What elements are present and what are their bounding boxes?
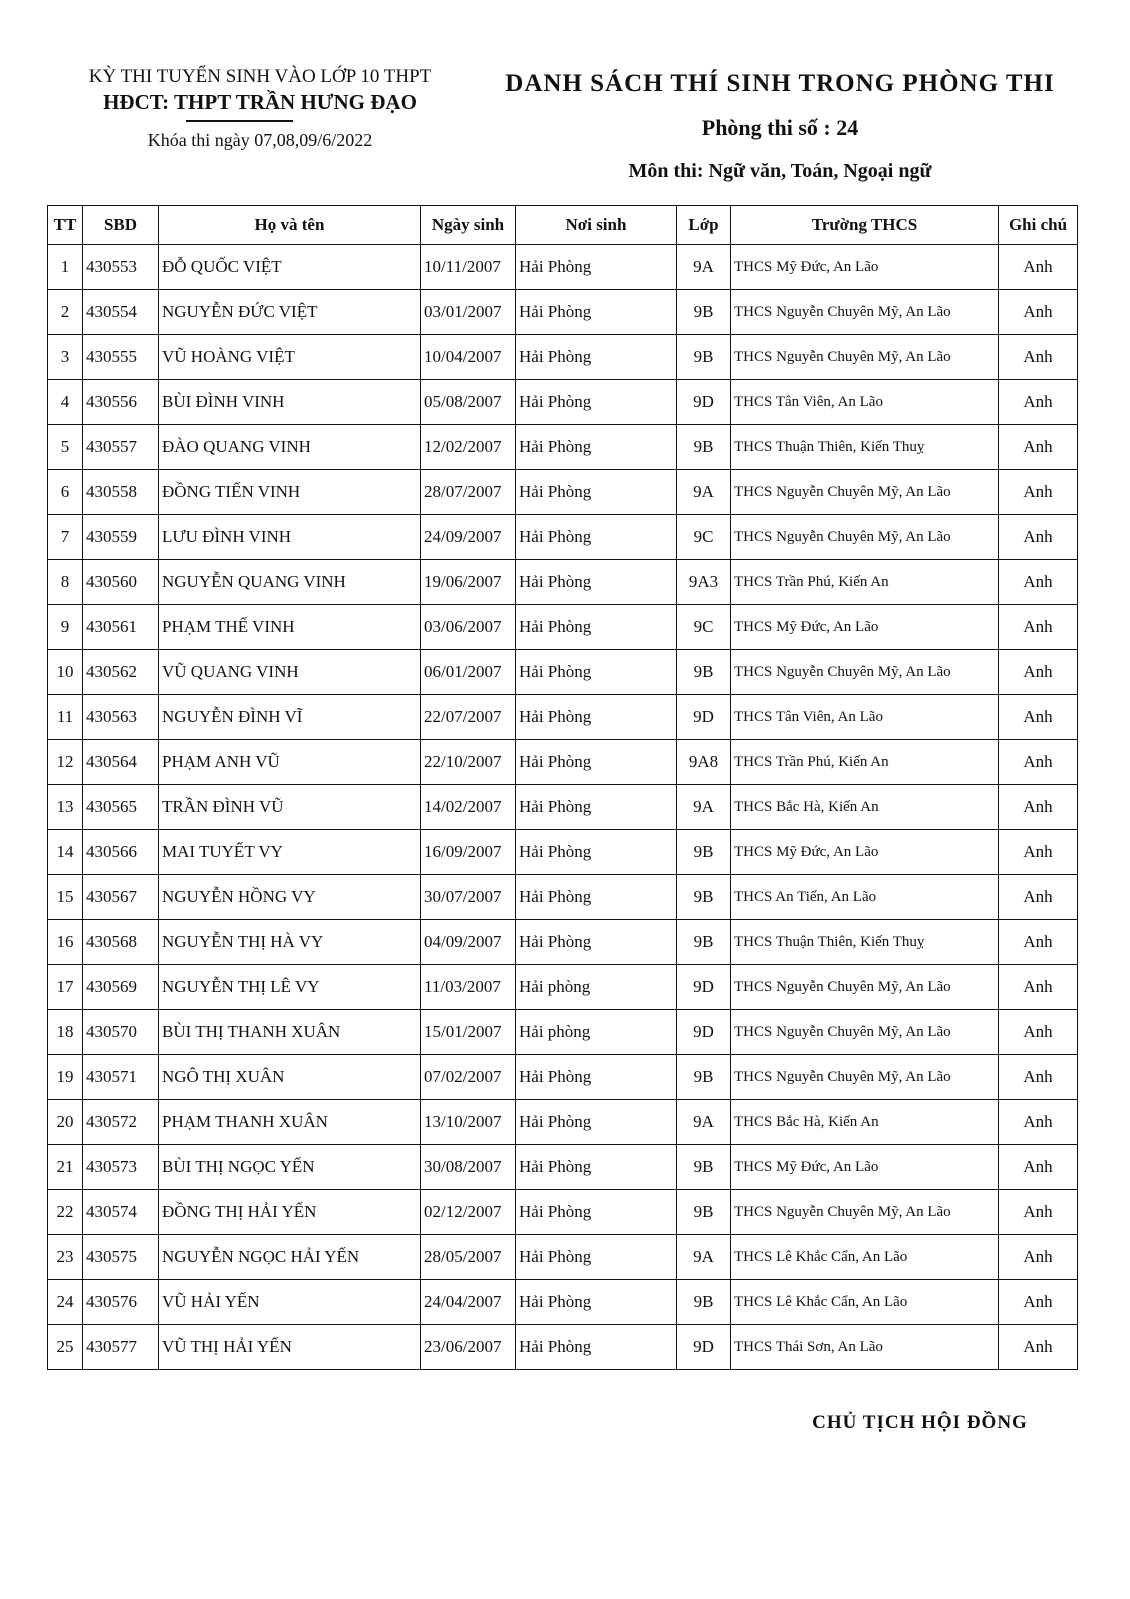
- col-tt-cell: 3: [48, 335, 83, 380]
- col-sbd-cell: 430562: [83, 650, 159, 695]
- col-dob-cell: 10/11/2007: [421, 245, 516, 290]
- col-dob-cell: 11/03/2007: [421, 965, 516, 1010]
- council-name: HĐCT: THPT TRẦN HƯNG ĐẠO: [103, 90, 417, 114]
- col-birthplace-cell: Hải Phòng: [516, 245, 677, 290]
- col-note-cell: Anh: [999, 920, 1078, 965]
- col-dob-cell: 12/02/2007: [421, 425, 516, 470]
- table-row: [48, 290, 1078, 335]
- col-note-cell: Anh: [999, 245, 1078, 290]
- col-note-cell: Anh: [999, 1010, 1078, 1055]
- col-school-cell: THCS Thuận Thiên, Kiến Thuỵ: [731, 920, 999, 965]
- col-note-cell: Anh: [999, 1280, 1078, 1325]
- divider: [186, 120, 293, 122]
- col-tt-cell: 21: [48, 1145, 83, 1190]
- table-row: [48, 695, 1078, 740]
- col-tt-cell: 25: [48, 1325, 83, 1370]
- col-sbd-cell: 430574: [83, 1190, 159, 1235]
- col-name-cell: VŨ THỊ HẢI YẾN: [159, 1325, 421, 1370]
- table-row: [48, 650, 1078, 695]
- col-tt-cell: 4: [48, 380, 83, 425]
- col-name-cell: ĐÀO QUANG VINH: [159, 425, 421, 470]
- col-dob-cell: 24/04/2007: [421, 1280, 516, 1325]
- table-row: [48, 425, 1078, 470]
- col-dob-cell: 23/06/2007: [421, 1325, 516, 1370]
- col-school-cell: THCS Nguyễn Chuyên Mỹ, An Lão: [731, 650, 999, 695]
- col-birthplace-cell: Hải Phòng: [516, 380, 677, 425]
- col-sbd-cell: 430572: [83, 1100, 159, 1145]
- col-class-cell: 9D: [677, 1325, 731, 1370]
- col-sbd-cell: 430568: [83, 920, 159, 965]
- table-row: [48, 920, 1078, 965]
- col-sbd-cell: 430556: [83, 380, 159, 425]
- col-school-cell: THCS Nguyễn Chuyên Mỹ, An Lão: [731, 1190, 999, 1235]
- col-class-cell: 9B: [677, 830, 731, 875]
- col-sbd-cell: 430561: [83, 605, 159, 650]
- subjects: Môn thi: Ngữ văn, Toán, Ngoại ngữ: [628, 160, 932, 182]
- col-sbd-cell: 430576: [83, 1280, 159, 1325]
- col-tt-cell: 12: [48, 740, 83, 785]
- col-class-cell: 9D: [677, 965, 731, 1010]
- col-school-cell: THCS Mỹ Đức, An Lão: [731, 1145, 999, 1190]
- col-name-cell: NGUYỄN HỒNG VY: [159, 875, 421, 920]
- col-tt-cell: 10: [48, 650, 83, 695]
- col-dob-cell: 19/06/2007: [421, 560, 516, 605]
- col-class-cell: 9A8: [677, 740, 731, 785]
- table-row: [48, 380, 1078, 425]
- table-row: [48, 1280, 1078, 1325]
- table-row: [48, 875, 1078, 920]
- col-note-cell: Anh: [999, 1325, 1078, 1370]
- col-class-cell: 9D: [677, 695, 731, 740]
- table-header: [48, 206, 1078, 245]
- col-name-cell: NGUYỄN THỊ HÀ VY: [159, 920, 421, 965]
- col-name-cell: PHẠM THANH XUÂN: [159, 1100, 421, 1145]
- col-name-cell: NGUYỄN ĐỨC VIỆT: [159, 290, 421, 335]
- col-name-cell: LƯU ĐÌNH VINH: [159, 515, 421, 560]
- col-school-cell: THCS Nguyễn Chuyên Mỹ, An Lão: [731, 515, 999, 560]
- col-dob-cell: 04/09/2007: [421, 920, 516, 965]
- col-class-cell: 9C: [677, 515, 731, 560]
- col-class-cell: 9A: [677, 470, 731, 515]
- col-name-cell: VŨ HẢI YẾN: [159, 1280, 421, 1325]
- col-school-cell: THCS Bắc Hà, Kiến An: [731, 1100, 999, 1145]
- col-school-cell: THCS Lê Khắc Cẩn, An Lão: [731, 1235, 999, 1280]
- col-note-cell: Anh: [999, 695, 1078, 740]
- col-sbd-cell: 430563: [83, 695, 159, 740]
- col-class-cell: 9B: [677, 875, 731, 920]
- col-class-cell: 9A: [677, 785, 731, 830]
- col-tt-cell: 16: [48, 920, 83, 965]
- col-name-cell: BÙI THỊ NGỌC YẾN: [159, 1145, 421, 1190]
- col-sbd-cell: 430575: [83, 1235, 159, 1280]
- col-birthplace-cell: Hải Phòng: [516, 515, 677, 560]
- col-dob-cell: 13/10/2007: [421, 1100, 516, 1145]
- table-row: [48, 830, 1078, 875]
- col-tt-cell: 1: [48, 245, 83, 290]
- table-row: [48, 605, 1078, 650]
- col-dob-cell: 30/08/2007: [421, 1145, 516, 1190]
- col-school-cell: THCS Thuận Thiên, Kiến Thuỵ: [731, 425, 999, 470]
- col-sbd-cell: 430569: [83, 965, 159, 1010]
- col-school-cell: THCS Lê Khắc Cẩn, An Lão: [731, 1280, 999, 1325]
- col-name-cell: BÙI ĐÌNH VINH: [159, 380, 421, 425]
- col-tt-cell: 13: [48, 785, 83, 830]
- col-note-cell: Anh: [999, 965, 1078, 1010]
- signature-title: CHỦ TỊCH HỘI ĐỒNG: [812, 1412, 1028, 1433]
- col-dob-cell: 03/01/2007: [421, 290, 516, 335]
- exam-dates: Khóa thi ngày 07,08,09/6/2022: [147, 130, 373, 150]
- col-sbd-cell: 430571: [83, 1055, 159, 1100]
- col-name-cell: ĐỒNG TIẾN VINH: [159, 470, 421, 515]
- col-note-cell: Anh: [999, 515, 1078, 560]
- col-birthplace-cell: Hải Phòng: [516, 830, 677, 875]
- col-sbd-cell: 430557: [83, 425, 159, 470]
- col-note-cell: Anh: [999, 1055, 1078, 1100]
- col-class-cell: 9B: [677, 335, 731, 380]
- header-col-class: Lớp: [677, 206, 731, 245]
- col-school-cell: THCS Nguyễn Chuyên Mỹ, An Lão: [731, 335, 999, 380]
- col-name-cell: NGUYỄN QUANG VINH: [159, 560, 421, 605]
- col-sbd-cell: 430554: [83, 290, 159, 335]
- col-note-cell: Anh: [999, 875, 1078, 920]
- col-birthplace-cell: Hải Phòng: [516, 920, 677, 965]
- col-class-cell: 9D: [677, 1010, 731, 1055]
- col-dob-cell: 22/07/2007: [421, 695, 516, 740]
- col-tt-cell: 22: [48, 1190, 83, 1235]
- col-sbd-cell: 430564: [83, 740, 159, 785]
- col-birthplace-cell: Hải Phòng: [516, 335, 677, 380]
- col-birthplace-cell: Hải Phòng: [516, 1325, 677, 1370]
- col-dob-cell: 24/09/2007: [421, 515, 516, 560]
- col-birthplace-cell: Hải Phòng: [516, 1190, 677, 1235]
- table-row: [48, 1055, 1078, 1100]
- col-sbd-cell: 430577: [83, 1325, 159, 1370]
- room-number: Phòng thi số : 24: [701, 115, 859, 140]
- col-sbd-cell: 430570: [83, 1010, 159, 1055]
- col-dob-cell: 07/02/2007: [421, 1055, 516, 1100]
- col-birthplace-cell: Hải phòng: [516, 965, 677, 1010]
- col-note-cell: Anh: [999, 560, 1078, 605]
- col-name-cell: VŨ QUANG VINH: [159, 650, 421, 695]
- col-note-cell: Anh: [999, 290, 1078, 335]
- col-name-cell: MAI TUYẾT VY: [159, 830, 421, 875]
- col-class-cell: 9B: [677, 1280, 731, 1325]
- col-sbd-cell: 430566: [83, 830, 159, 875]
- col-name-cell: NGUYỄN THỊ LÊ VY: [159, 965, 421, 1010]
- col-birthplace-cell: Hải Phòng: [516, 875, 677, 920]
- col-class-cell: 9A: [677, 245, 731, 290]
- col-tt-cell: 9: [48, 605, 83, 650]
- table-row: [48, 470, 1078, 515]
- col-name-cell: VŨ HOÀNG VIỆT: [159, 335, 421, 380]
- col-tt-cell: 19: [48, 1055, 83, 1100]
- col-school-cell: THCS Nguyễn Chuyên Mỹ, An Lão: [731, 1010, 999, 1055]
- col-note-cell: Anh: [999, 605, 1078, 650]
- col-class-cell: 9B: [677, 290, 731, 335]
- col-school-cell: THCS Thái Sơn, An Lão: [731, 1325, 999, 1370]
- col-birthplace-cell: Hải Phòng: [516, 470, 677, 515]
- col-note-cell: Anh: [999, 425, 1078, 470]
- table-row: [48, 245, 1078, 290]
- col-school-cell: THCS Nguyễn Chuyên Mỹ, An Lão: [731, 290, 999, 335]
- col-dob-cell: 03/06/2007: [421, 605, 516, 650]
- col-school-cell: THCS Tân Viên, An Lão: [731, 695, 999, 740]
- col-birthplace-cell: Hải Phòng: [516, 605, 677, 650]
- col-class-cell: 9B: [677, 1190, 731, 1235]
- col-birthplace-cell: Hải Phòng: [516, 560, 677, 605]
- candidate-table: [47, 205, 1078, 1370]
- col-school-cell: THCS Nguyễn Chuyên Mỹ, An Lão: [731, 470, 999, 515]
- col-class-cell: 9C: [677, 605, 731, 650]
- col-name-cell: TRẦN ĐÌNH VŨ: [159, 785, 421, 830]
- col-sbd-cell: 430558: [83, 470, 159, 515]
- col-birthplace-cell: Hải Phòng: [516, 695, 677, 740]
- col-school-cell: THCS Mỹ Đức, An Lão: [731, 830, 999, 875]
- col-birthplace-cell: Hải Phòng: [516, 1235, 677, 1280]
- table-row: [48, 1145, 1078, 1190]
- table-row: [48, 1190, 1078, 1235]
- col-dob-cell: 05/08/2007: [421, 380, 516, 425]
- col-sbd-cell: 430555: [83, 335, 159, 380]
- col-school-cell: THCS Trần Phú, Kiến An: [731, 560, 999, 605]
- col-note-cell: Anh: [999, 785, 1078, 830]
- header-col-note: Ghi chú: [999, 206, 1078, 245]
- col-sbd-cell: 430567: [83, 875, 159, 920]
- col-birthplace-cell: Hải Phòng: [516, 785, 677, 830]
- col-class-cell: 9A: [677, 1100, 731, 1145]
- col-tt-cell: 11: [48, 695, 83, 740]
- col-birthplace-cell: Hải Phòng: [516, 1100, 677, 1145]
- col-tt-cell: 20: [48, 1100, 83, 1145]
- col-birthplace-cell: Hải Phòng: [516, 1280, 677, 1325]
- col-dob-cell: 22/10/2007: [421, 740, 516, 785]
- col-sbd-cell: 430573: [83, 1145, 159, 1190]
- table-row: [48, 1325, 1078, 1370]
- col-note-cell: Anh: [999, 650, 1078, 695]
- col-name-cell: ĐỒNG THỊ HẢI YẾN: [159, 1190, 421, 1235]
- table-row: [48, 335, 1078, 380]
- header-col-dob: Ngày sinh: [421, 206, 516, 245]
- col-name-cell: PHẠM ANH VŨ: [159, 740, 421, 785]
- col-school-cell: THCS Bắc Hà, Kiến An: [731, 785, 999, 830]
- col-tt-cell: 2: [48, 290, 83, 335]
- col-school-cell: THCS Nguyễn Chuyên Mỹ, An Lão: [731, 965, 999, 1010]
- col-dob-cell: 02/12/2007: [421, 1190, 516, 1235]
- col-tt-cell: 8: [48, 560, 83, 605]
- col-name-cell: BÙI THỊ THANH XUÂN: [159, 1010, 421, 1055]
- header-col-birthplace: Nơi sinh: [516, 206, 677, 245]
- col-dob-cell: 14/02/2007: [421, 785, 516, 830]
- table-row: [48, 560, 1078, 605]
- col-dob-cell: 16/09/2007: [421, 830, 516, 875]
- col-tt-cell: 18: [48, 1010, 83, 1055]
- col-school-cell: THCS Mỹ Đức, An Lão: [731, 605, 999, 650]
- col-school-cell: THCS An Tiến, An Lão: [731, 875, 999, 920]
- col-tt-cell: 17: [48, 965, 83, 1010]
- header-col-sbd: SBD: [83, 206, 159, 245]
- col-class-cell: 9B: [677, 1055, 731, 1100]
- table-row: [48, 1100, 1078, 1145]
- col-school-cell: THCS Nguyễn Chuyên Mỹ, An Lão: [731, 1055, 999, 1100]
- table-row: [48, 1235, 1078, 1280]
- col-birthplace-cell: Hải Phòng: [516, 650, 677, 695]
- table-row: [48, 740, 1078, 785]
- col-note-cell: Anh: [999, 380, 1078, 425]
- header-col-name: Họ và tên: [159, 206, 421, 245]
- col-class-cell: 9D: [677, 380, 731, 425]
- col-note-cell: Anh: [999, 470, 1078, 515]
- col-birthplace-cell: Hải Phòng: [516, 1055, 677, 1100]
- col-sbd-cell: 430559: [83, 515, 159, 560]
- col-birthplace-cell: Hải Phòng: [516, 290, 677, 335]
- col-tt-cell: 24: [48, 1280, 83, 1325]
- col-dob-cell: 30/07/2007: [421, 875, 516, 920]
- col-birthplace-cell: Hải Phòng: [516, 1145, 677, 1190]
- col-dob-cell: 15/01/2007: [421, 1010, 516, 1055]
- table-row: [48, 965, 1078, 1010]
- col-name-cell: NGUYỄN ĐÌNH VĨ: [159, 695, 421, 740]
- col-class-cell: 9B: [677, 1145, 731, 1190]
- col-birthplace-cell: Hải phòng: [516, 1010, 677, 1055]
- col-name-cell: ĐỖ QUỐC VIỆT: [159, 245, 421, 290]
- col-note-cell: Anh: [999, 1145, 1078, 1190]
- col-note-cell: Anh: [999, 830, 1078, 875]
- col-dob-cell: 06/01/2007: [421, 650, 516, 695]
- col-tt-cell: 23: [48, 1235, 83, 1280]
- col-name-cell: NGÔ THỊ XUÂN: [159, 1055, 421, 1100]
- col-tt-cell: 15: [48, 875, 83, 920]
- col-name-cell: NGUYỄN NGỌC HẢI YẾN: [159, 1235, 421, 1280]
- exam-name: KỲ THI TUYỂN SINH VÀO LỚP 10 THPT: [88, 66, 432, 87]
- document-title: DANH SÁCH THÍ SINH TRONG PHÒNG THI: [505, 70, 1055, 97]
- table-row: [48, 1010, 1078, 1055]
- col-tt-cell: 5: [48, 425, 83, 470]
- col-class-cell: 9B: [677, 425, 731, 470]
- col-note-cell: Anh: [999, 1190, 1078, 1235]
- col-birthplace-cell: Hải Phòng: [516, 740, 677, 785]
- header-col-tt: TT: [48, 206, 83, 245]
- col-name-cell: PHẠM THẾ VINH: [159, 605, 421, 650]
- col-tt-cell: 14: [48, 830, 83, 875]
- col-class-cell: 9B: [677, 920, 731, 965]
- table-row: [48, 785, 1078, 830]
- col-dob-cell: 10/04/2007: [421, 335, 516, 380]
- col-note-cell: Anh: [999, 740, 1078, 785]
- col-tt-cell: 6: [48, 470, 83, 515]
- col-sbd-cell: 430553: [83, 245, 159, 290]
- col-dob-cell: 28/07/2007: [421, 470, 516, 515]
- col-tt-cell: 7: [48, 515, 83, 560]
- col-dob-cell: 28/05/2007: [421, 1235, 516, 1280]
- header-col-school: Trường THCS: [731, 206, 999, 245]
- col-school-cell: THCS Mỹ Đức, An Lão: [731, 245, 999, 290]
- col-class-cell: 9A3: [677, 560, 731, 605]
- table-row: [48, 515, 1078, 560]
- col-sbd-cell: 430565: [83, 785, 159, 830]
- col-birthplace-cell: Hải Phòng: [516, 425, 677, 470]
- col-note-cell: Anh: [999, 1100, 1078, 1145]
- col-sbd-cell: 430560: [83, 560, 159, 605]
- col-note-cell: Anh: [999, 335, 1078, 380]
- col-note-cell: Anh: [999, 1235, 1078, 1280]
- col-school-cell: THCS Tân Viên, An Lão: [731, 380, 999, 425]
- col-class-cell: 9B: [677, 650, 731, 695]
- col-class-cell: 9A: [677, 1235, 731, 1280]
- col-school-cell: THCS Trần Phú, Kiến An: [731, 740, 999, 785]
